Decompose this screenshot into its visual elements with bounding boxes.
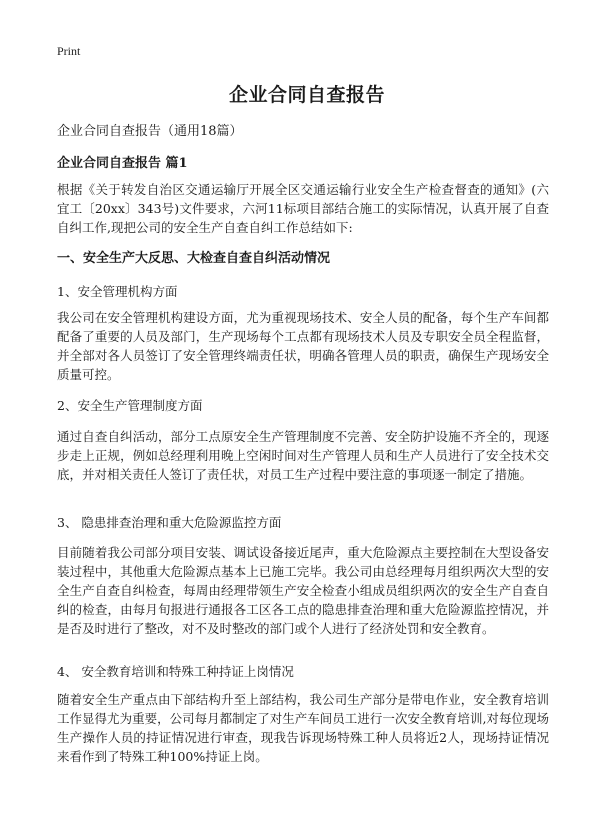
item-heading-3: 3、 隐患排查治理和重大危险源监控方面 <box>57 515 282 530</box>
section-heading: 一、安全生产大反思、大检查自查自纠活动情况 <box>57 251 331 266</box>
item-body-4: 随着安全生产重点由下部结构升至上部结构，我公司生产部分是带电作业，安全教育培训工作显得尤为重要，公司每月都制定了对生产车间员工进行一次安全教育培训,对每位现场生产操作人员的持证情况进行审查，现我告诉现场特殊工种人员将近2人，现场持证情况来看作到了特殊工种100%持证上岗。 <box>57 692 549 764</box>
page-title: 企业合同自查报告 <box>228 84 385 106</box>
item-heading-2: 2、安全生产管理制度方面 <box>57 398 203 413</box>
part-heading: 企业合同自查报告 篇1 <box>57 156 188 171</box>
intro-paragraph: 根据《关于转发自治区交通运输厅开展全区交通运输行业安全生产检查督查的通知》(六宜工〔20xx〕343号)文件要求，六河11标项目部结合施工的实际情况，认真开展了自查自纠工作,现把公司的安全生产自查自纠工作总结如下: <box>57 182 549 235</box>
document-subtitle: 企业合同自查报告（通用18篇） <box>57 124 243 139</box>
item-body-1: 我公司在安全管理机构建设方面，尤为重视现场技术、安全人员的配备，每个生产车间都配备了重要的人员及部门，生产现场每个工点都有现场技术人员及专职安全员全程监督，并全部对各人员签订了安全管理终端责任状，明确各管理人员的职责，确保生产现场安全质量可控。 <box>57 310 549 382</box>
item-heading-4: 4、 安全教育培训和特殊工种持证上岗情况 <box>57 664 294 679</box>
print-link[interactable]: Print <box>57 44 81 58</box>
item-heading-1: 1、安全管理机构方面 <box>57 284 178 299</box>
item-body-3: 目前随着我公司部分项目安装、调试设备接近尾声，重大危险源点主要控制在大型设备安装过程中，其他重大危险源点基本上已施工完毕。我公司由总经理每月组织两次大型的安全生产自查自纠检查，每周由经理带领生产安全检查小组成员组织两次的安全生产自查自纠的检查，由每月旬报进行通报各工区各工点的隐患排查治理和重大危险源监控情况，并是否及时进行了整改，对不及时整改的部门或个人进行了经济处罚和安全教育。 <box>57 545 549 636</box>
item-body-2: 通过自查自纠活动，部分工点原安全生产管理制度不完善、安全防护设施不齐全的，现逐步走上正规，例如总经理利用晚上空闲时间对生产管理人员和生产人员进行了安全技术交底，并对相关责任人签订了责任状，对员工生产过程中要注意的事项逐一制定了措施。 <box>57 429 549 482</box>
